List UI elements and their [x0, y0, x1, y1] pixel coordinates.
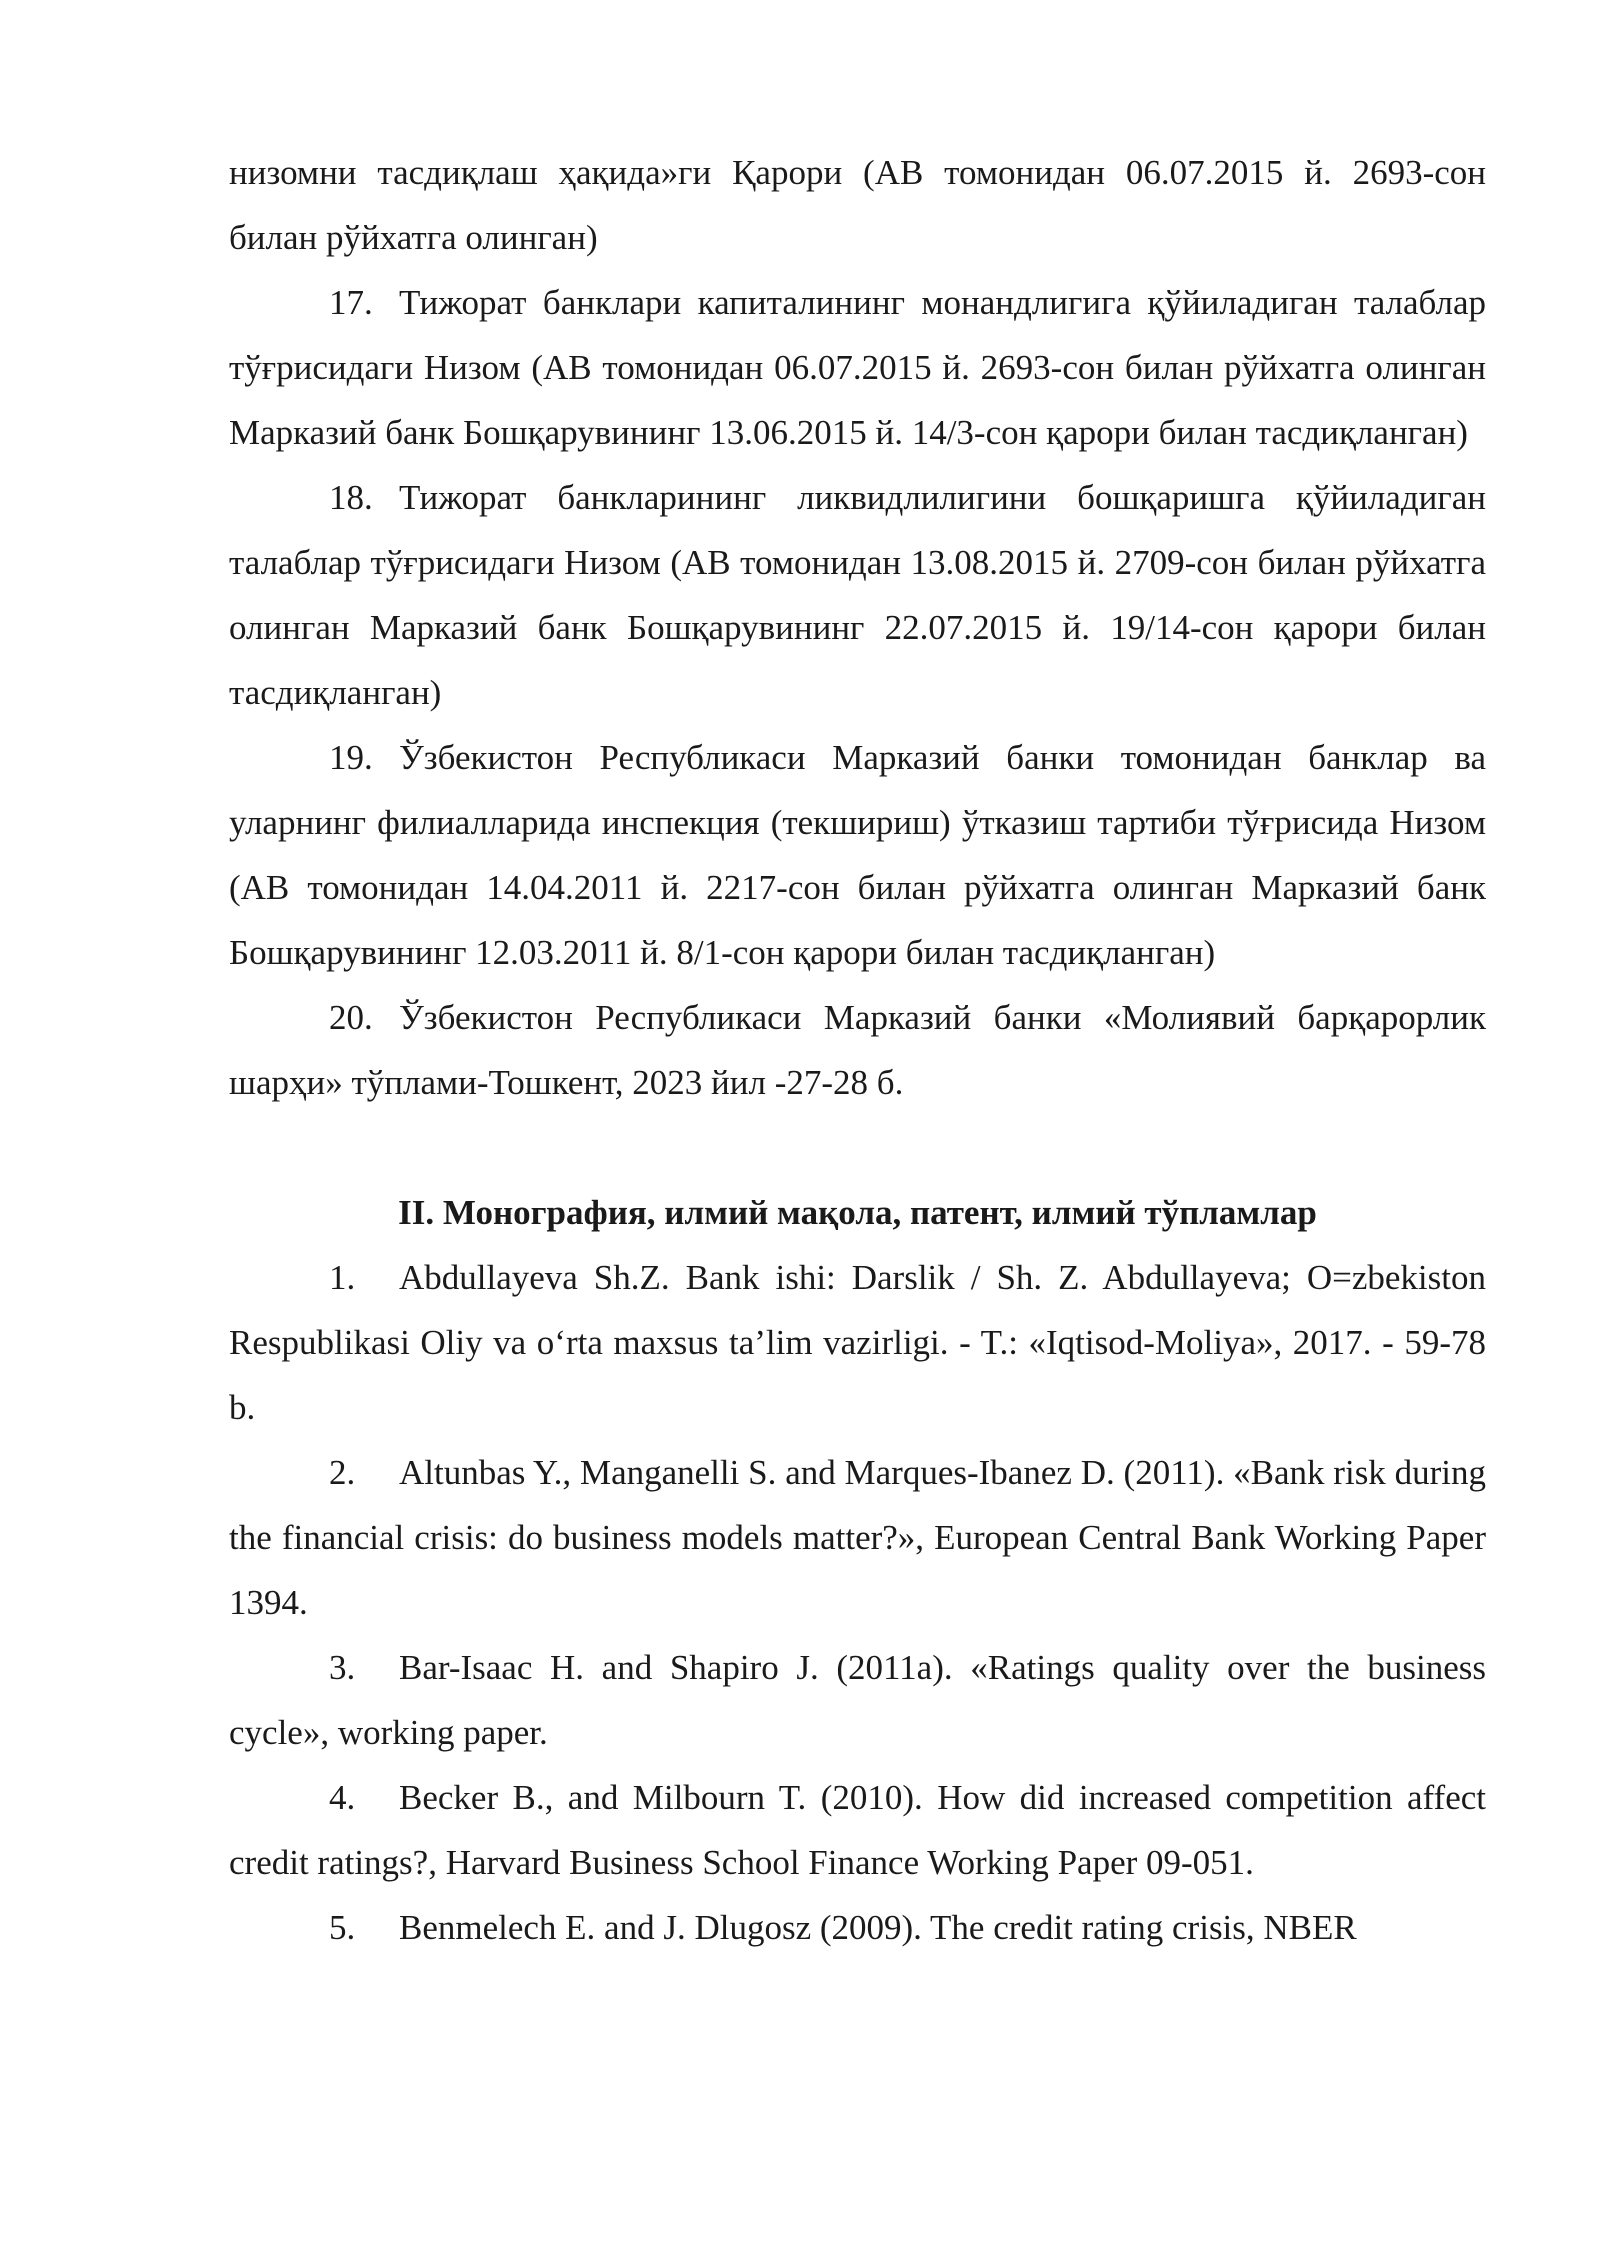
item-text: Becker B., and Milbourn T. (2010). How did increased competition affect credit ratings?, Harvard Business School Finance Working Paper 09-051. [229, 1778, 1486, 1882]
item-number: 19. [329, 738, 373, 777]
item-text: Abdullayeva Sh.Z. Bank ishi: Darslik / Sh. Z. Abdullayeva; O=zbekiston Respublikasi Oliy va o‘rta maxsus ta’lim vazirligi. - T.: «Iqtisod-Moliya», 2017. - 59-78 b. [229, 1258, 1486, 1427]
reference-item-5 [229, 1895, 1486, 1960]
item-text: Ўзбекистон Республикаси Марказий банки томонидан банклар ва уларнинг филиалларида инспекция (текшириш) ўтказиш тартиби тўғрисида Низом (АВ томонидан 14.04.2011 й. 2217-сон билан рўйхатга олинган Марказий банк Бошқарувининг 12.03.2011 й. 8/1-сон қарори билан тасдиқланган) [229, 738, 1486, 972]
item-number: 1. [329, 1258, 356, 1297]
item-number: 18. [329, 478, 373, 517]
item-text: Тижорат банкларининг ликвидлилигини бошқаришга қўйиладиган талаблар тўғрисидаги Низом (АВ томонидан 13.08.2015 й. 2709-сон билан рўйхатга олинган Марказий банк Бошқарувининг 22.07.2015 й. 19/14-сон қарори билан тасдиқланган) [229, 478, 1486, 712]
item-number: 2. [329, 1453, 356, 1492]
item-number: 17. [329, 283, 373, 322]
item-text: Bar-Isaac H. and Shapiro J. (2011a). «Ratings quality over the business cycle», working paper. [229, 1648, 1486, 1752]
item-text: Benmelech E. and J. Dlugosz (2009). The credit rating crisis, NBER [399, 1908, 1357, 1947]
item-number: 20. [329, 998, 373, 1037]
section-heading: II. Монография, илмий мақола, патент, илмий тўпламлар [398, 1193, 1317, 1232]
reference-item-1 [229, 1245, 1486, 1440]
item-number: 4. [329, 1778, 356, 1817]
item-number: 3. [329, 1648, 356, 1687]
legal-item-19 [229, 725, 1486, 985]
item-text: Altunbas Y., Manganelli S. and Marques-Ibanez D. (2011). «Bank risk during the financial crisis: do business models matter?», European Central Bank Working Paper 1394. [229, 1453, 1486, 1622]
legal-item-18 [229, 465, 1486, 725]
reference-item-2 [229, 1440, 1486, 1635]
item-number: 5. [329, 1908, 356, 1947]
item-text: Ўзбекистон Республикаси Марказий банки «Молиявий барқарорлик шарҳи» тўплами-Тошкент, 2023 йил -27-28 б. [229, 998, 1486, 1102]
document-page [229, 140, 1486, 1960]
reference-item-4 [229, 1765, 1486, 1895]
item-text: Тижорат банклари капиталининг монандлигига қўйиладиган талаблар тўғрисидаги Низом (АВ томонидан 06.07.2015 й. 2693-сон билан рўйхатга олинган Марказий банк Бошқарувининг 13.06.2015 й. 14/3-сон қарори билан тасдиқланган) [229, 283, 1486, 452]
legal-item-17 [229, 270, 1486, 465]
reference-item-3 [229, 1635, 1486, 1765]
continuation-paragraph: низомни тасдиқлаш ҳақида»ги Қарори (АВ томонидан 06.07.2015 й. 2693-сон билан рўйхатга олинган) [229, 153, 1486, 257]
legal-item-20 [229, 985, 1486, 1115]
